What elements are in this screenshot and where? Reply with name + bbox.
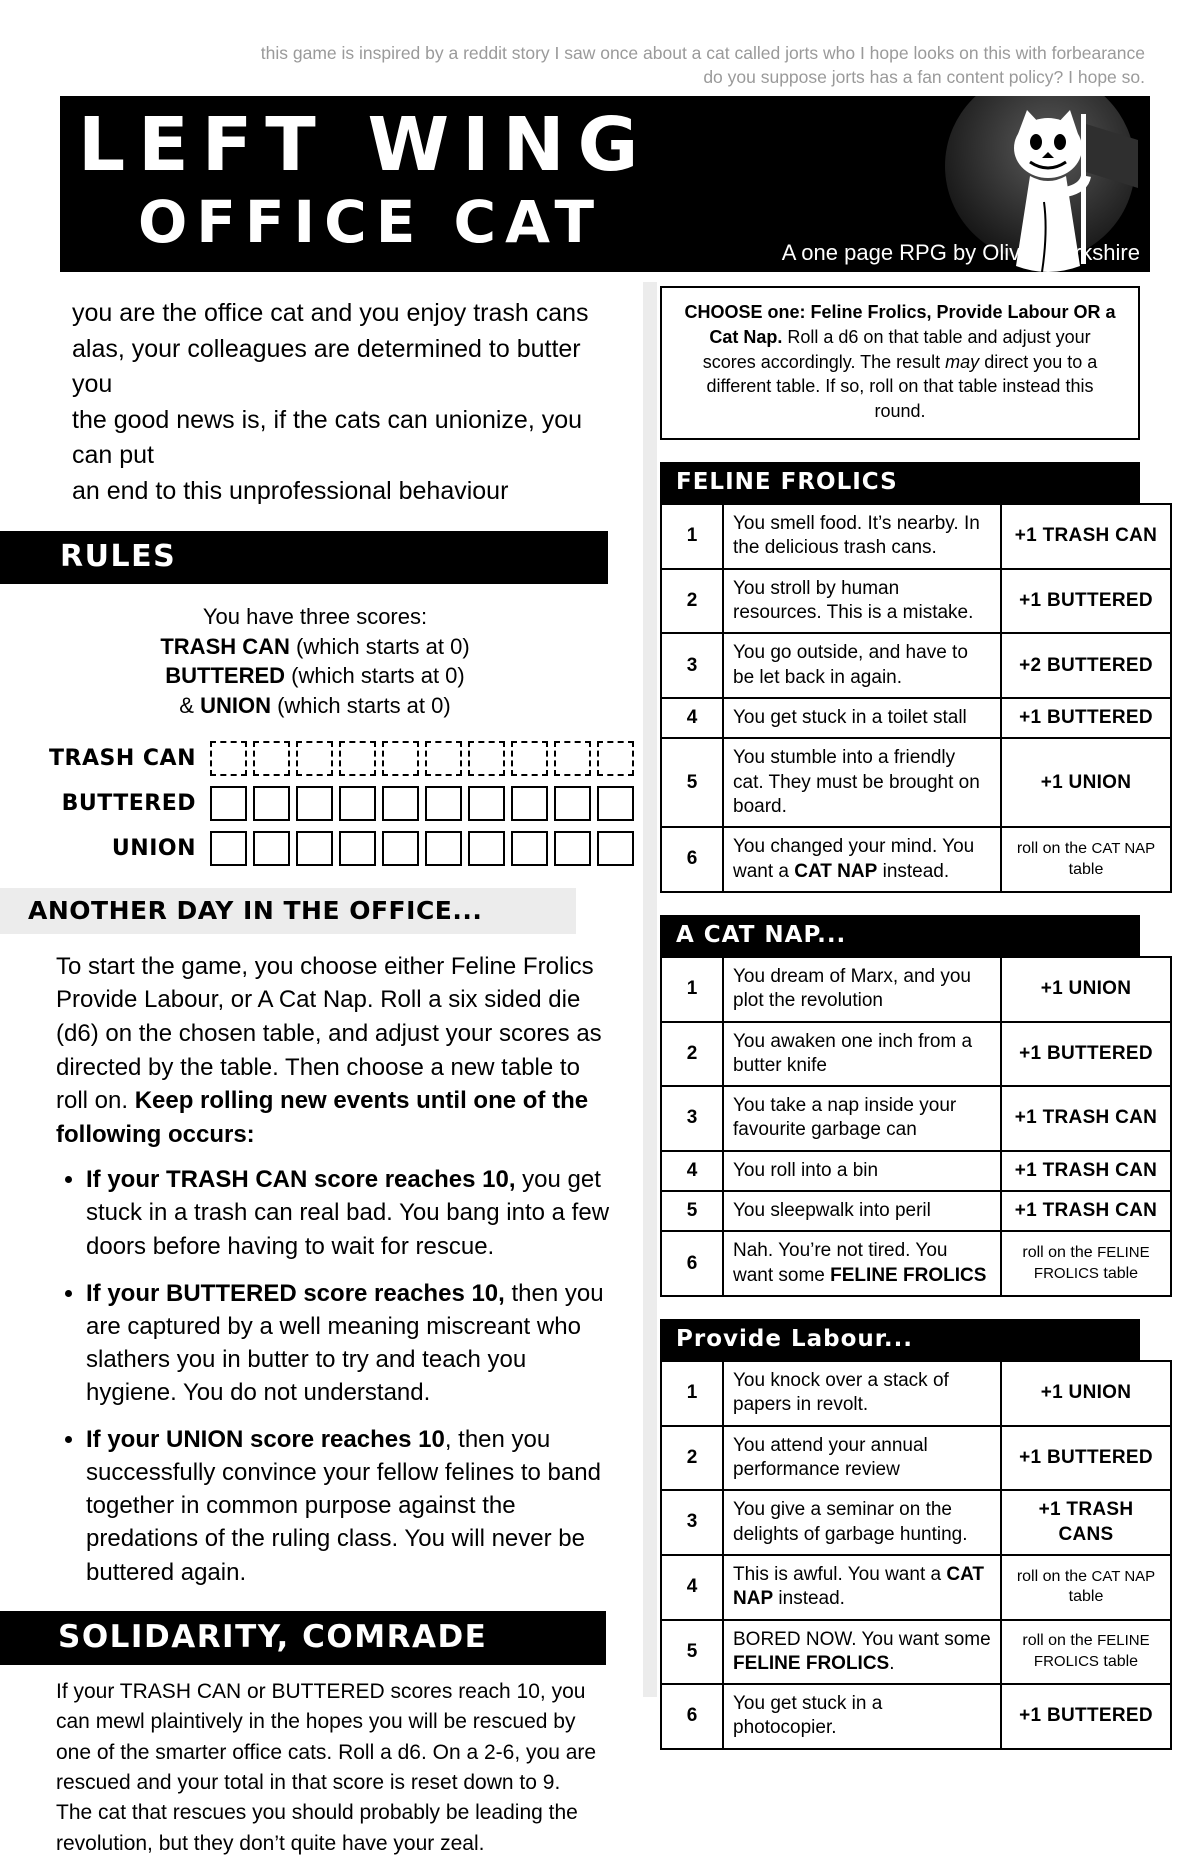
end-conditions-list — [46, 1163, 610, 1588]
table-row — [661, 698, 1171, 738]
choose-instructions-box — [660, 286, 1140, 440]
result-text: +1 UNION — [1001, 1361, 1171, 1426]
scores-intro — [30, 602, 600, 721]
result-text: +1 BUTTERED — [1001, 1426, 1171, 1491]
event-text — [723, 1620, 1001, 1685]
track-box[interactable] — [468, 831, 505, 866]
track-row-union — [46, 831, 640, 866]
score-name-trash: TRASH CAN — [160, 633, 290, 659]
track-box[interactable] — [425, 786, 462, 821]
result-text: +1 TRASH CAN — [1001, 1191, 1171, 1231]
track-box[interactable] — [597, 741, 634, 776]
track-label-buttered: BUTTERED — [61, 790, 196, 816]
event-pre: This is awful. You want a — [733, 1563, 947, 1585]
result-post: table — [1068, 860, 1104, 878]
result-text: +1 BUTTERED — [1001, 1022, 1171, 1087]
end-condition-bold-union: If your UNION score reaches 10 — [86, 1426, 445, 1454]
event-text: You smell food. It’s nearby. In the delicious trash cans. — [723, 504, 1001, 569]
result-table-name: FELINE FROLICS — [1033, 1632, 1150, 1670]
page-subtitle: OFFICE CAT — [138, 188, 604, 256]
result-text: +1 TRASH CAN — [1001, 1151, 1171, 1191]
event-text: You give a seminar on the delights of garbage hunting. — [723, 1490, 1001, 1555]
table-row — [661, 1490, 1171, 1555]
scores-intro-line: You have three scores: — [202, 604, 428, 629]
result-text: +1 UNION — [1001, 738, 1171, 827]
score-trackers — [0, 741, 640, 866]
table-row — [661, 1086, 1171, 1151]
score-line-trash — [30, 632, 600, 662]
event-text: You roll into a bin — [723, 1151, 1001, 1191]
result-text: +1 TRASH CAN — [1001, 504, 1171, 569]
event-text: You attend your annual performance review — [723, 1426, 1001, 1491]
roll-number: 6 — [661, 1231, 723, 1296]
table-row — [661, 1361, 1171, 1426]
choose-italic: may — [945, 351, 980, 372]
event-text: You get stuck in a photocopier. — [723, 1684, 1001, 1749]
event-text — [723, 827, 1001, 892]
track-box[interactable] — [554, 741, 591, 776]
result-text — [1001, 1620, 1171, 1685]
page-title: LEFT WING — [78, 102, 652, 188]
end-condition-text-union: , then you successfully convince your fellow felines to band together in common purpose against the predations of the ruling class. You will never be buttered again. — [86, 1426, 601, 1586]
end-condition-text-trash: you get stuck in a trash can real bad. You bang into a few doors before having to wait for rescue. — [86, 1166, 610, 1260]
track-row-trash-can — [46, 741, 640, 776]
event-text: You sleepwalk into peril — [723, 1191, 1001, 1231]
table-provide-labour — [660, 1319, 1156, 1750]
roll-number: 2 — [661, 1022, 723, 1087]
track-box[interactable] — [382, 741, 419, 776]
track-box[interactable] — [296, 786, 333, 821]
another-day-para-text: To start the game, you choose either Feline Frolics Provide Labour, or A Cat Nap. Roll a six sided die (d6) on the chosen table, and adjust your scores as directed by the table. Then choose a new table to roll on. — [56, 952, 602, 1115]
result-text: +1 TRASH CAN — [1001, 1086, 1171, 1151]
table-row — [661, 1426, 1171, 1491]
event-text: You stroll by human resources. This is a mistake. — [723, 569, 1001, 634]
result-table-name: CAT NAP — [1091, 840, 1156, 858]
event-text: You awaken one inch from a butter knife — [723, 1022, 1001, 1087]
section-header-another-day: ANOTHER DAY IN THE OFFICE... — [0, 888, 576, 934]
roll-number: 6 — [661, 1684, 723, 1749]
track-label-union: UNION — [111, 835, 196, 861]
event-bold: CAT NAP — [794, 860, 878, 882]
event-post: instead. — [877, 860, 950, 882]
roll-number: 3 — [661, 1490, 723, 1555]
result-text: +2 BUTTERED — [1001, 633, 1171, 698]
end-condition-bold-trash: If your TRASH CAN score reaches 10, — [86, 1166, 516, 1194]
event-text: You get stuck in a toilet stall — [723, 698, 1001, 738]
solidarity-body: If your TRASH CAN or BUTTERED scores reach 10, you can mewl plaintively in the hopes you will be rescued by one of the smarter office cats. Roll a d6. On a 2-6, you are rescued and your total in that score is reset down to 9. The cat that rescues you should probably be leading the revolution, but they don’t quite have your zeal. — [56, 1679, 597, 1855]
result-text — [1001, 1231, 1171, 1296]
section-header-rules: RULES — [0, 531, 608, 584]
result-text: +1 TRASH CANS — [1001, 1490, 1171, 1555]
track-box[interactable] — [511, 786, 548, 821]
byline: A one page RPG by Oliver Darkshire — [781, 240, 1140, 265]
column-divider — [643, 282, 657, 1697]
table-row — [661, 1022, 1171, 1087]
event-bold: FELINE FROLICS — [733, 1652, 890, 1674]
event-text: You go outside, and have to be let back in again. — [723, 633, 1001, 698]
track-box[interactable] — [425, 831, 462, 866]
event-text — [723, 1231, 1001, 1296]
result-table-name: CAT NAP — [1091, 1567, 1156, 1585]
score-line-buttered — [30, 661, 600, 691]
event-post: . — [889, 1652, 895, 1674]
left-column — [0, 282, 640, 1859]
event-pre: You changed your mind. You want a — [733, 836, 975, 882]
roll-number: 4 — [661, 1151, 723, 1191]
intro-line-3: the good news is, if the cats can unionize, you can put — [72, 405, 583, 469]
track-box[interactable] — [253, 741, 290, 776]
end-condition-bold-buttered: If your BUTTERED score reaches 10, — [86, 1279, 505, 1307]
event-text — [723, 1555, 1001, 1620]
track-box[interactable] — [210, 831, 247, 866]
event-pre: Nah. You’re not tired. You want some — [733, 1240, 948, 1286]
result-text — [1001, 1555, 1171, 1620]
intro-line-4: an end to this unprofessional behaviour — [72, 476, 509, 505]
table-row — [661, 569, 1171, 634]
result-pre: roll on the — [1016, 840, 1092, 858]
track-box[interactable] — [253, 786, 290, 821]
roll-number: 5 — [661, 1620, 723, 1685]
score-name-union: UNION — [200, 693, 271, 719]
result-text: +1 BUTTERED — [1001, 1684, 1171, 1749]
track-box[interactable] — [253, 831, 290, 866]
result-text: +1 BUTTERED — [1001, 569, 1171, 634]
choose-rest-2: direct you to a different table. If so, roll on that table instead this round. — [706, 351, 1098, 422]
list-item — [86, 1277, 610, 1409]
table-row — [661, 738, 1171, 827]
intro-line-1: you are the office cat and you enjoy trash cans — [72, 299, 589, 327]
result-text: +1 BUTTERED — [1001, 698, 1171, 738]
another-day-para-bold: Keep rolling new events until one of the following occurs: — [56, 1087, 589, 1148]
list-item — [86, 1423, 610, 1589]
table-row — [661, 827, 1171, 892]
roll-number: 3 — [661, 1086, 723, 1151]
result-post: table — [1098, 1652, 1139, 1670]
roll-number: 5 — [661, 1191, 723, 1231]
track-boxes-buttered — [210, 786, 640, 821]
table-row — [661, 1151, 1171, 1191]
table-feline-frolics — [660, 462, 1158, 893]
table-row — [661, 957, 1171, 1022]
table-row — [661, 1231, 1171, 1296]
right-column — [660, 282, 1158, 1750]
score-start-union: (which starts at 0) — [270, 693, 451, 719]
track-box[interactable] — [210, 741, 247, 776]
table-cat-nap — [660, 915, 1158, 1297]
event-bold: CAT NAP — [733, 1563, 984, 1610]
table-row — [661, 1620, 1171, 1685]
track-boxes-trash-can — [210, 741, 640, 776]
score-line-union — [30, 691, 600, 721]
another-day-paragraph — [56, 950, 606, 1152]
result-post: table — [1068, 1588, 1104, 1606]
score-start-buttered: (which starts at 0) — [285, 663, 465, 689]
table-title-feline-frolics: FELINE FROLICS — [660, 462, 1140, 503]
list-item — [86, 1163, 610, 1262]
track-box[interactable] — [511, 741, 548, 776]
track-box[interactable] — [597, 786, 634, 821]
roll-number: 1 — [661, 1361, 723, 1426]
roll-number: 5 — [661, 738, 723, 827]
table-title-cat-nap: A CAT NAP... — [660, 915, 1140, 956]
event-text: You dream of Marx, and you plot the revolution — [723, 957, 1001, 1022]
track-box[interactable] — [511, 831, 548, 866]
roll-number: 4 — [661, 698, 723, 738]
roll-number: 2 — [661, 1426, 723, 1491]
result-pre: roll on the — [1022, 1632, 1098, 1650]
choose-bold: CHOOSE one: Feline Frolics, Provide Labour OR a Cat Nap. — [684, 302, 1116, 347]
end-condition-text-buttered: then you are captured by a well meaning miscreant who slathers you in butter to try and teach you hygiene. You do not understand. — [86, 1279, 604, 1406]
score-amp: & — [179, 693, 201, 719]
result-table-name: FELINE FROLICS — [1033, 1244, 1150, 1282]
track-box[interactable] — [296, 741, 333, 776]
roll-number: 2 — [661, 569, 723, 634]
table-row — [661, 1191, 1171, 1231]
event-text: You take a nap inside your favourite garbage can — [723, 1086, 1001, 1151]
section-header-solidarity: SOLIDARITY, COMRADE — [0, 1611, 606, 1665]
result-pre: roll on the — [1022, 1244, 1098, 1262]
track-box[interactable] — [339, 786, 376, 821]
event-text: You stumble into a friendly cat. They must be brought on board. — [723, 738, 1001, 827]
score-name-buttered: BUTTERED — [165, 663, 286, 689]
table-row — [661, 1555, 1171, 1620]
intro-block — [72, 296, 620, 509]
disclaimer-line-1: this game is inspired by a reddit story I saw once about a cat called jorts who I hope looks on this with forbearance — [260, 43, 1145, 63]
track-box[interactable] — [339, 831, 376, 866]
score-start-trash: (which starts at 0) — [289, 633, 470, 659]
event-text: You knock over a stack of papers in revolt. — [723, 1361, 1001, 1426]
track-box[interactable] — [425, 741, 462, 776]
track-box[interactable] — [339, 741, 376, 776]
track-row-buttered — [46, 786, 640, 821]
track-box[interactable] — [382, 786, 419, 821]
another-day-body — [56, 950, 606, 1152]
result-text: +1 UNION — [1001, 957, 1171, 1022]
table-row — [661, 1684, 1171, 1749]
track-box[interactable] — [382, 831, 419, 866]
track-label-trash-can: TRASH CAN — [49, 745, 196, 771]
track-box[interactable] — [296, 831, 333, 866]
disclaimer-line-2: do you suppose jorts has a fan content policy? I hope so. — [703, 66, 1145, 87]
roll-number: 1 — [661, 957, 723, 1022]
roll-number: 3 — [661, 633, 723, 698]
track-box[interactable] — [210, 786, 247, 821]
track-box[interactable] — [597, 831, 634, 866]
result-post: table — [1098, 1264, 1139, 1282]
intro-line-2: alas, your colleagues are determined to butter you — [72, 334, 581, 398]
event-bold: FELINE FROLICS — [830, 1264, 987, 1286]
table-row — [661, 504, 1171, 569]
choose-rest-1: Roll a d6 on that table and adjust your scores accordingly. The result — [702, 326, 1091, 372]
result-pre: roll on the — [1016, 1567, 1092, 1585]
track-box[interactable] — [554, 786, 591, 821]
roll-number: 4 — [661, 1555, 723, 1620]
track-box[interactable] — [468, 741, 505, 776]
event-post: instead. — [773, 1588, 845, 1610]
title-banner — [60, 96, 1150, 272]
result-text — [1001, 827, 1171, 892]
track-box[interactable] — [468, 786, 505, 821]
disclaimer-note — [60, 42, 1145, 89]
roll-number: 1 — [661, 504, 723, 569]
track-boxes-union — [210, 831, 640, 866]
track-box[interactable] — [554, 831, 591, 866]
roll-number: 6 — [661, 827, 723, 892]
table-row — [661, 633, 1171, 698]
table-title-provide-labour: Provide Labour... — [660, 1319, 1140, 1360]
event-pre: BORED NOW. You want some — [733, 1628, 991, 1650]
